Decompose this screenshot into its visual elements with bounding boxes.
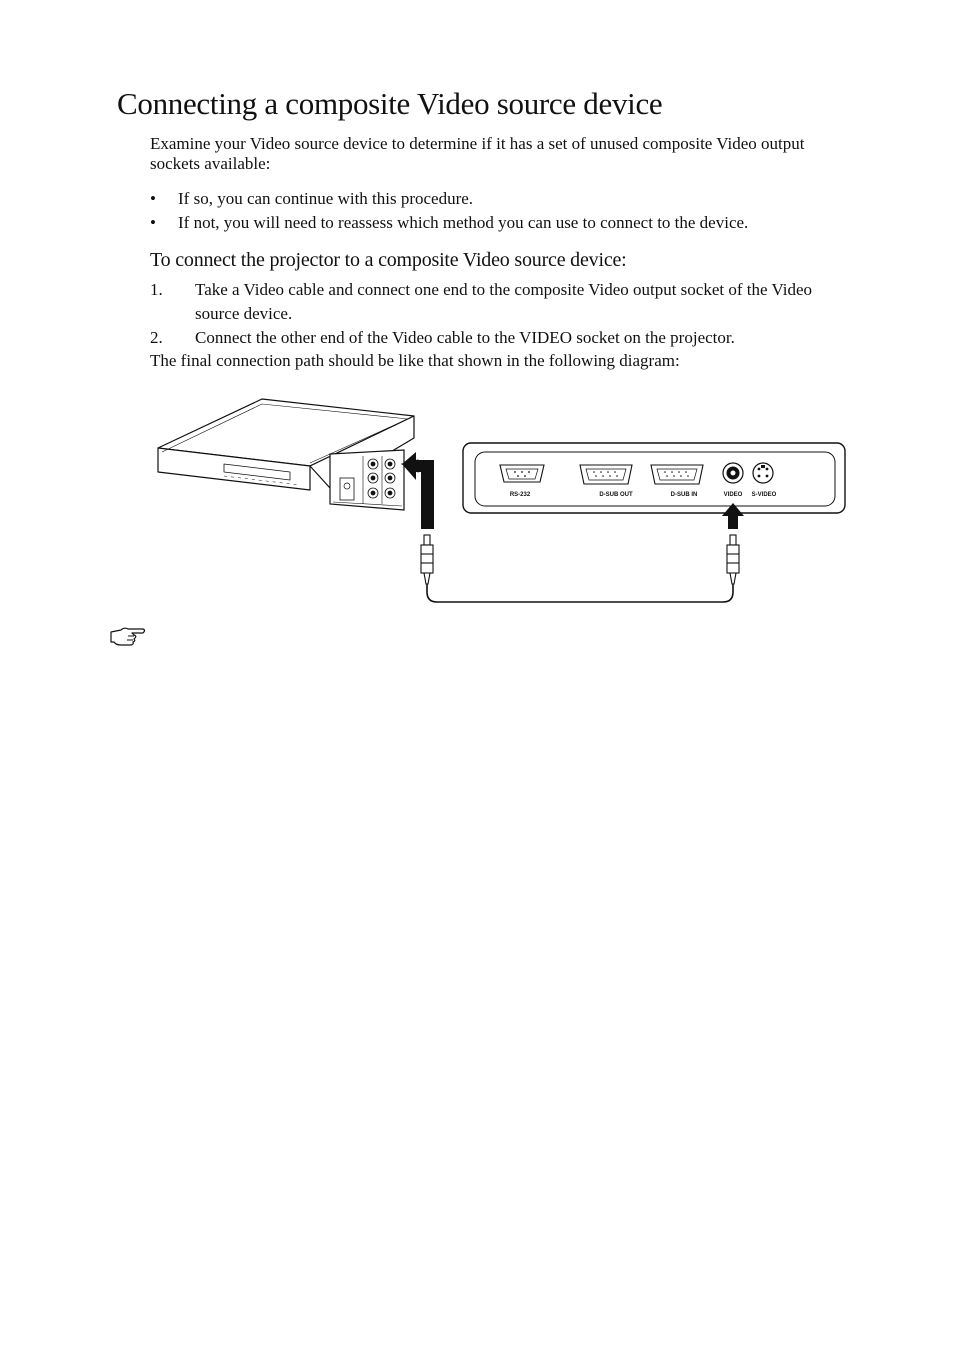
dsub-in-label: D-SUB IN — [670, 492, 698, 498]
rs232-label: RS-232 — [509, 492, 531, 498]
dsub-out-label: D-SUB OUT — [599, 492, 633, 498]
list-item: • If not, you will need to reassess which method you can use to connect to the device. — [150, 211, 870, 235]
bullet-list — [150, 187, 870, 235]
diagram-caption: The final connection path should be like that shown in the following diagram: — [150, 351, 680, 370]
step-item: 1. Take a Video cable and connect one end to the composite Video output socket of the Video source device. — [150, 280, 813, 323]
bullet-icon: • — [150, 213, 156, 232]
svideo-port — [753, 463, 773, 483]
pointing-hand-icon — [108, 625, 148, 647]
dsub-out-port — [580, 465, 632, 484]
video-cable — [421, 535, 739, 602]
rs232-port — [500, 465, 544, 482]
source-output-panel — [330, 450, 404, 510]
procedure-heading: To connect the projector to a composite Video source device: — [150, 249, 627, 271]
page-title: Connecting a composite Video source device — [117, 86, 663, 121]
step-item: 2. Connect the other end of the Video cable to the VIDEO socket on the projector. — [150, 328, 735, 347]
intro-paragraph: Examine your Video source device to determine if it has a set of unused composite Video output sockets available: — [150, 134, 805, 173]
video-socket-name: VIDEO — [519, 328, 572, 347]
svideo-label: S-VIDEO — [751, 492, 777, 498]
video-label: VIDEO — [723, 492, 743, 498]
list-item: • If so, you can continue with this procedure. — [150, 187, 870, 211]
dsub-in-port — [651, 465, 703, 484]
bullet-icon: • — [150, 189, 156, 208]
connection-diagram — [150, 392, 850, 607]
video-port — [723, 463, 743, 483]
projector-panel — [463, 443, 845, 513]
step-list — [150, 278, 860, 350]
